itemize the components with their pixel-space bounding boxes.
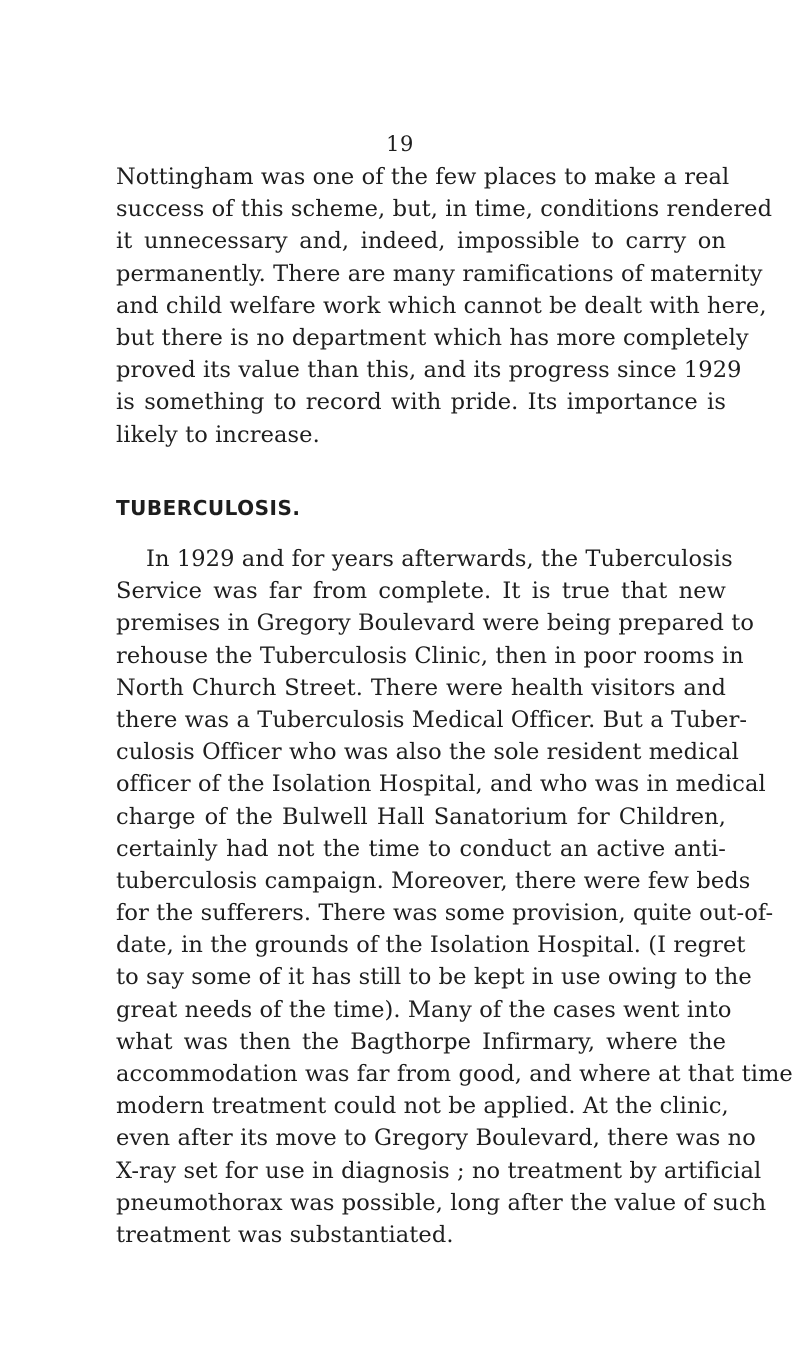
text-line: to say some of it has still to be kept in use owing to the [116, 964, 752, 991]
text-line: date, in the grounds of the Isolation Hospital. (I regret [116, 932, 746, 959]
text-line: In 1929 and for years afterwards, the Tuberculosis [146, 546, 733, 572]
paragraph-maternity-welfare [116, 161, 773, 451]
text-line: modern treatment could not be applied. At the clinic, [116, 1093, 729, 1120]
text-line: but there is no department which has more completely [116, 324, 749, 351]
text-line: officer of the Isolation Hospital, and who was in medical [116, 771, 766, 798]
text-line: Nottingham was one of the few places to make a real [116, 164, 730, 190]
section-heading: TUBERCULOSIS. [116, 496, 301, 520]
text-line: North Church Street. There were health visitors and [116, 674, 726, 701]
text-line: likely to increase. [116, 421, 320, 448]
text-line: great needs of the time). Many of the cases went into [116, 996, 732, 1023]
text-line: pneumothorax was possible, long after the value of such [116, 1189, 767, 1216]
page-number: 19 [386, 132, 414, 156]
text-line: success of this scheme, but, in time, conditions rendered [116, 196, 773, 223]
text-line: for the sufferers. There was some provision, quite out-of- [116, 900, 774, 927]
text-line: certainly had not the time to conduct an active anti- [116, 835, 726, 862]
text-line: there was a Tuberculosis Medical Officer. But a Tuber- [116, 706, 748, 733]
text-line: rehouse the Tuberculosis Clinic, then in poor rooms in [116, 642, 744, 669]
text-line: treatment was substantiated. [116, 1221, 454, 1248]
text-line: what was then the Bagthorpe Infirmary, where the [116, 1028, 726, 1055]
text-line: proved its value than this, and its progress since 1929 [116, 357, 742, 384]
text-line: charge of the Bulwell Hall Sanatorium for Children, [116, 803, 726, 830]
text-line: is something to record with pride. Its importance is [116, 389, 726, 416]
text-line: premises in Gregory Boulevard were being prepared to [116, 610, 755, 637]
text-line: tuberculosis campaign. Moreover, there were few beds [116, 867, 751, 894]
text-line: culosis Officer who was also the sole resident medical [116, 739, 739, 766]
text-line: accommodation was far from good, and where at that time [116, 1061, 793, 1087]
text-line: it unnecessary and, indeed, impossible to carry on [116, 228, 726, 255]
paragraph-tuberculosis [116, 543, 793, 1251]
text-line: Service was far from complete. It is true that new [116, 578, 726, 605]
text-line: and child welfare work which cannot be dealt with here, [116, 292, 767, 319]
text-line: permanently. There are many ramifications of maternity [116, 260, 763, 287]
text-line: even after its move to Gregory Boulevard, there was no [116, 1125, 756, 1152]
text-line: X-ray set for use in diagnosis ; no treatment by artificial [116, 1157, 762, 1184]
